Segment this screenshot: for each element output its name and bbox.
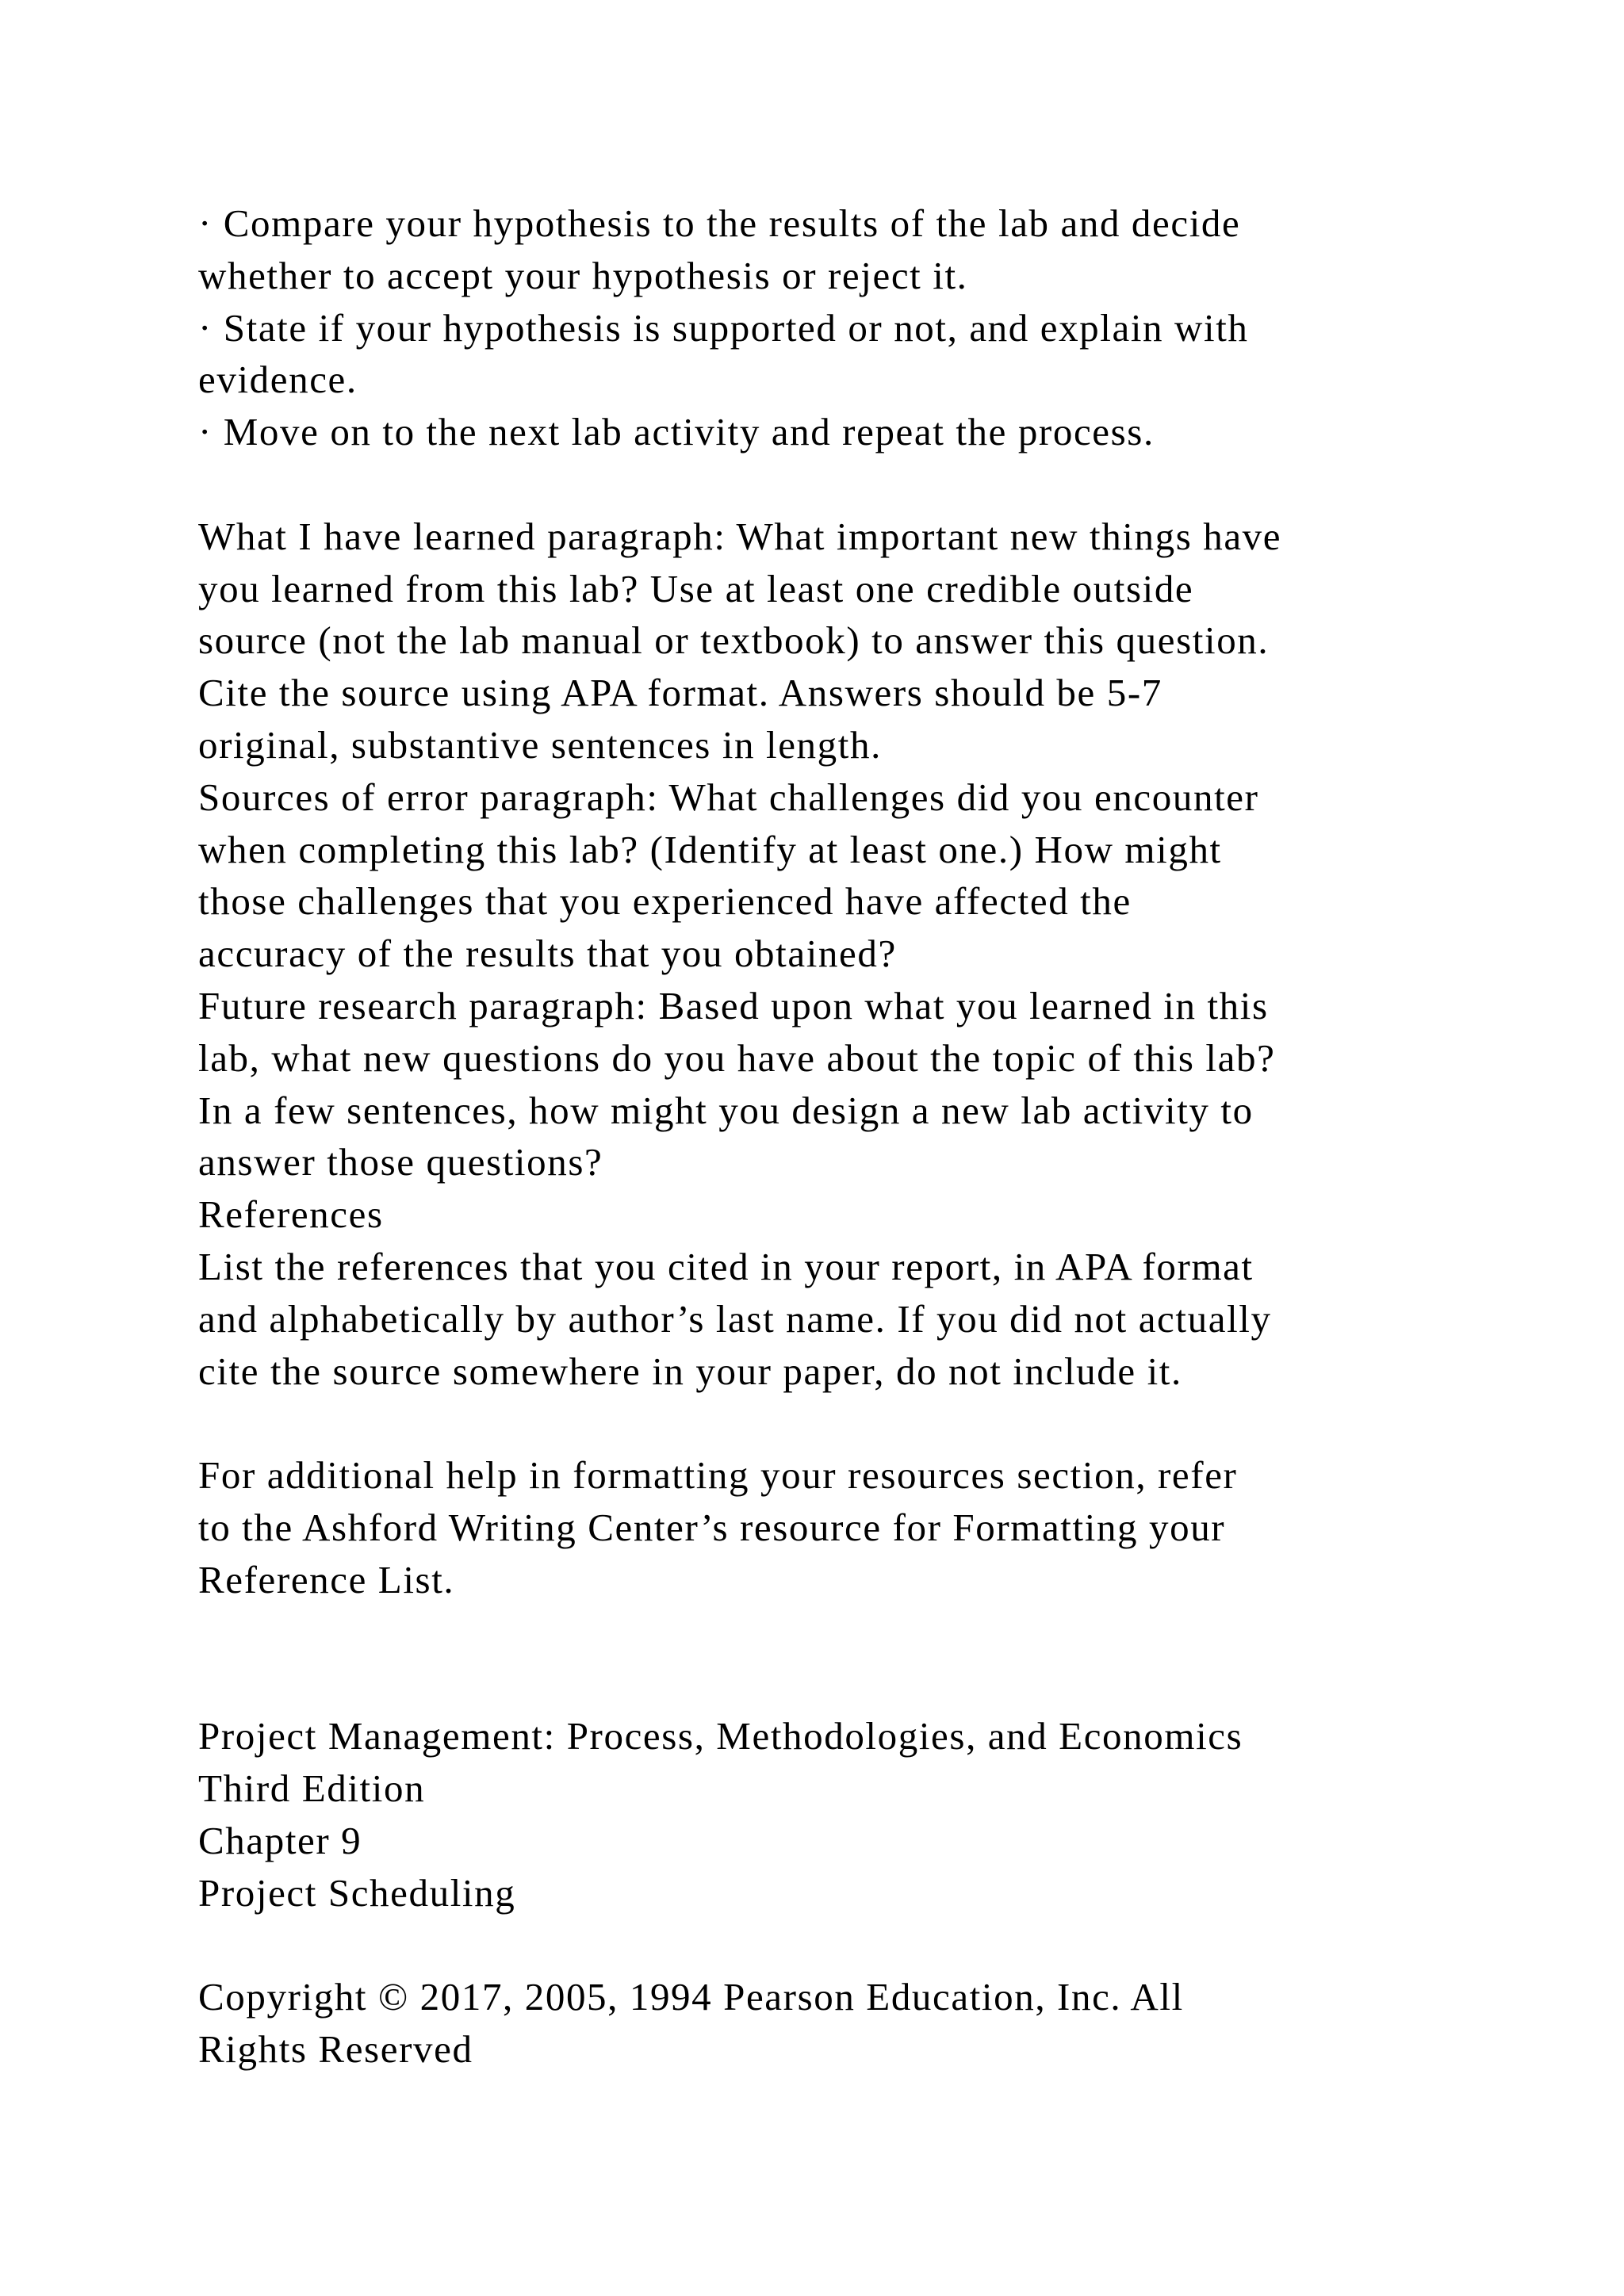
bullet-move-on: · Move on to the next lab activity and repeat the process.: [198, 410, 1155, 454]
blank-line: [198, 1397, 1499, 1449]
references-text-line: List the references that you cited in your report, in APA format: [198, 1244, 1254, 1288]
learned-paragraph-line: original, substantive sentences in length.: [198, 722, 882, 767]
learned-paragraph-line: Cite the source using APA format. Answers should be 5-7: [198, 671, 1162, 715]
learned-paragraph-line: you learned from this lab? Use at least one credible outside: [198, 566, 1194, 610]
book-edition: Third Edition: [198, 1766, 426, 1810]
document-body: [198, 197, 1499, 2076]
error-paragraph-line: Sources of error paragraph: What challenges did you encounter: [198, 775, 1259, 819]
blank-line: [198, 1606, 1499, 1659]
chapter-title: Project Scheduling: [198, 1870, 516, 1915]
bullet-state-hypothesis-cont: evidence.: [198, 358, 358, 402]
blank-line: [198, 1919, 1499, 1971]
blank-line: [198, 1658, 1499, 1710]
bullet-state-hypothesis: · State if your hypothesis is supported or not, and explain with: [198, 305, 1249, 350]
error-paragraph-line: those challenges that you experienced have affected the: [198, 879, 1132, 924]
copyright-line: Copyright © 2017, 2005, 1994 Pearson Education, Inc. All: [198, 1975, 1184, 2019]
references-text-line: and alphabetically by author’s last name. If you did not actually: [198, 1296, 1272, 1341]
future-research-line: lab, what new questions do you have about the topic of this lab?: [198, 1035, 1276, 1080]
chapter-number: Chapter 9: [198, 1818, 362, 1862]
learned-paragraph-line: What I have learned paragraph: What important new things have: [198, 514, 1282, 558]
future-research-line: answer those questions?: [198, 1140, 603, 1184]
error-paragraph-line: when completing this lab? (Identify at least one.) How might: [198, 827, 1222, 871]
bullet-compare-hypothesis: · Compare your hypothesis to the results of the lab and decide: [198, 201, 1241, 245]
additional-help-line: to the Ashford Writing Center’s resource for Formatting your: [198, 1505, 1226, 1549]
learned-paragraph-line: source (not the lab manual or textbook) to answer this question.: [198, 618, 1270, 663]
additional-help-line: For additional help in formatting your resources section, refer: [198, 1453, 1238, 1498]
references-text-line: cite the source somewhere in your paper, do not include it.: [198, 1349, 1182, 1393]
bullet-compare-hypothesis-cont: whether to accept your hypothesis or reject it.: [198, 253, 968, 297]
references-heading: References: [198, 1192, 384, 1237]
book-title: Project Management: Process, Methodologies, and Economics: [198, 1714, 1243, 1758]
future-research-line: Future research paragraph: Based upon what you learned in this: [198, 983, 1269, 1027]
future-research-line: In a few sentences, how might you design a new lab activity to: [198, 1088, 1254, 1132]
error-paragraph-line: accuracy of the results that you obtained?: [198, 932, 897, 976]
copyright-line: Rights Reserved: [198, 2026, 473, 2071]
additional-help-line: Reference List.: [198, 1557, 455, 1601]
blank-line: [198, 458, 1499, 511]
